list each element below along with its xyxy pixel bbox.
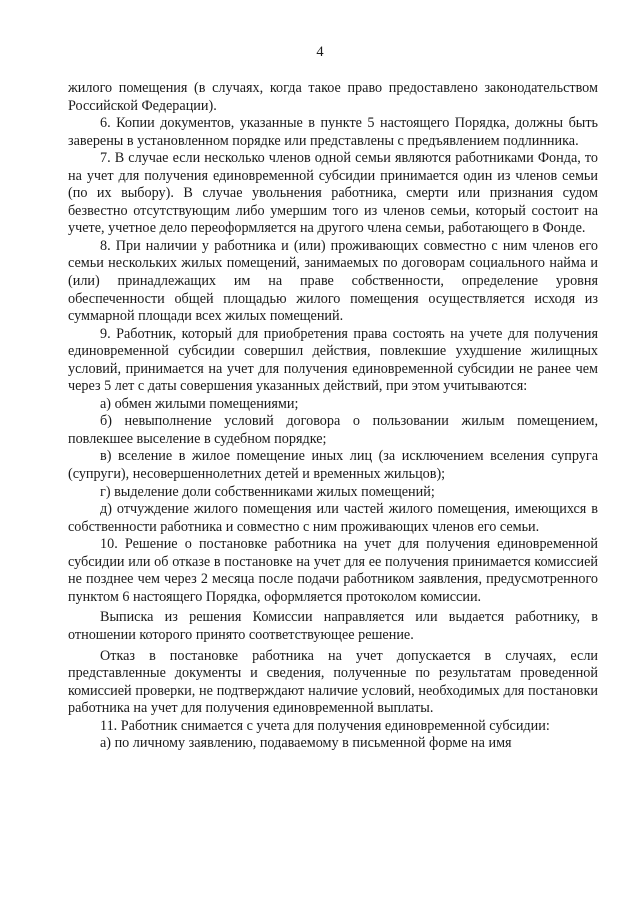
paragraph-item-8: 8. При наличии у работника и (или) проживающих совместно с ним членов его семьи нескольких жилых помещений, занимаемых по договорам социального найма и (или) принадлежащих им на праве собственности, определение уровня обеспеченности общей площадью жилого помещения осуществляется исходя из суммарной площади всех жилых помещений. [68, 237, 598, 325]
paragraph-continuation: жилого помещения (в случаях, когда такое право предоставлено законодательством Российской Федерации). [68, 80, 598, 114]
paragraph-item-9: 9. Работник, который для приобретения права состоять на учете для получения единовременной субсидии совершил действия, повлекшие ухудшение жилищных условий, принимается на учет для получения единовременной субсидии не ранее чем через 5 лет с даты совершения указанных действий, при этом учитываются: [68, 325, 598, 395]
document-body [68, 80, 598, 753]
paragraph-item-6: 6. Копии документов, указанные в пункте 5 настоящего Порядка, должны быть заверены в установленном порядке или представлены с предъявлением подлинника. [68, 115, 598, 149]
subitem-d: д) отчуждение жилого помещения или частей жилого помещения, имеющихся в собственности работника и совместно с ним проживающих членов его семьи. [68, 501, 598, 535]
paragraph-extract: Выписка из решения Комиссии направляется или выдается работнику, в отношении которого принято соответствующее решение. [68, 609, 598, 643]
subitem-b: б) невыполнение условий договора о пользовании жилым помещением, повлекшее выселение в судебном порядке; [68, 413, 598, 447]
page-number: 4 [316, 44, 324, 60]
paragraph-item-11: 11. Работник снимается с учета для получения единовременной субсидии: [100, 717, 550, 734]
subitem-a: а) обмен жилыми помещениями; [100, 395, 299, 412]
paragraph-item-10: 10. Решение о постановке работника на учет для получения единовременной субсидии или об отказе в постановке на учет для ее получения принимается комиссией не позднее чем через 2 месяца после подачи работником заявления, предусмотренного пунктом 6 настоящего Порядка, оформляется протоколом комиссии. [68, 536, 598, 605]
subitem-11-a: а) по личному заявлению, подаваемому в письменной форме на имя [100, 735, 512, 752]
paragraph-item-7: 7. В случае если несколько членов одной семьи являются работниками Фонда, то на учет для получения единовременной субсидии принимается один из членов семьи (по их выбору). В случае увольнения работника, смерти или признания судом безвестно отсутствующим либо умершим того из членов семьи, который состоит на учете, учетное дело переоформляется на другого члена семьи, работающего в Фонде. [68, 150, 598, 237]
paragraph-refusal: Отказ в постановке работника на учет допускается в случаях, если представленные документы и сведения, полученные по результатам проведенной комиссией проверки, не подтверждают наличие условий, необходимых для постановки работника на учет для получения единовременной выплаты. [68, 647, 598, 717]
subitem-v: в) вселение в жилое помещение иных лиц (за исключением вселения супруга (супруги), несовершеннолетних детей и временных жильцов); [68, 448, 598, 483]
subitem-g: г) выделение доли собственниками жилых помещений; [100, 483, 435, 500]
